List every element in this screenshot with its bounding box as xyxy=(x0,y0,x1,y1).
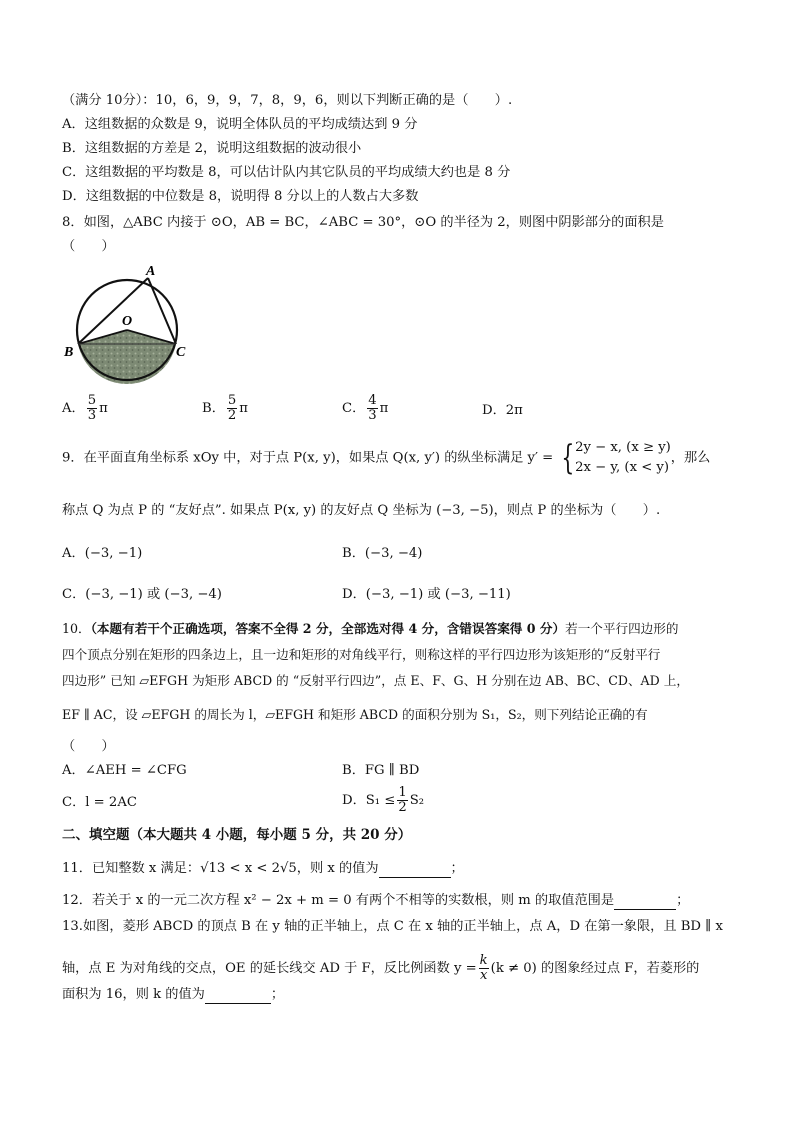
q8-label-a: A xyxy=(146,264,156,279)
q8-stem: 8．如图，△ABC 内接于 ⊙O，AB = BC，∠ABC = 30°，⊙O 的半径为 2，则图中阴影部分的面积是 xyxy=(62,215,664,230)
q9-option-c: C．(−3, −1) 或 (−3, −4) xyxy=(62,587,222,602)
q8-label-b: B xyxy=(64,345,74,360)
section-2-heading: 二、填空题（本大题共 4 小题，每小题 5 分，共 20 分） xyxy=(62,827,412,843)
q10-line4: EF ∥ AC，设 ▱EFGH 的周长为 l，▱EFGH 和矩形 ABCD 的面积分别为 S₁，S₂，则下列结论正确的有 xyxy=(62,707,648,722)
q9-option-d: D．(−3, −1) 或 (−3, −11) xyxy=(342,587,511,602)
q7-option-d: D．这组数据的中位数是 8，说明得 8 分以上的人数占大多数 xyxy=(62,189,419,204)
q13-line1: 13.如图，菱形 ABCD 的顶点 B 在 y 轴的正半轴上，点 C 在 x 轴的正半轴上，点 A，D 在第一象限，且 BD ∥ x xyxy=(62,919,723,934)
q7-option-b: B．这组数据的方差是 2，说明这组数据的波动很小 xyxy=(62,141,362,156)
q10-line1: 10．（本题有若干个正确选项，答案不全得 2 分，全部选对得 4 分，含错误答案得 0 分）若一个平行四边形的 xyxy=(62,621,679,636)
q8-label-o: O xyxy=(122,314,133,329)
q10-line2: 四个顶点分别在矩形的四条边上，且一边和矩形的对角线平行，则称这样的平行四边形为该矩形的“反射平行 xyxy=(62,647,661,662)
q13-answer-blank[interactable] xyxy=(205,989,271,1004)
q9-option-a: A．(−3, −1) xyxy=(62,546,143,561)
q7-option-c: C．这组数据的平均数是 8，可以估计队内其它队员的平均成绩大约也是 8 分 xyxy=(62,165,511,180)
q8-circle-figure xyxy=(62,262,192,388)
q10-answer-paren: （ ） xyxy=(62,739,115,754)
q8-label-c: C xyxy=(176,345,186,360)
q10-option-d: D．S₁ ≤ $\frac{1}{2}$ S₂ xyxy=(342,785,425,815)
q8-option-a: A． $\frac{5}{3}$ π xyxy=(62,393,108,423)
q8-option-d: D．2π xyxy=(482,403,523,418)
q10-line3: 四边形” 已知 ▱EFGH 为矩形 ABCD 的 “反射平行四边”，点 E、F、G、H 分别在边 AB、BC、CD、AD 上， xyxy=(62,673,689,688)
q13-line2: 轴，点 E 为对角线的交点，OE 的延长线交 AD 于 F，反比例函数 y = $\frac{k}{x}$ (k ≠ 0) 的图象经过点 F，若菱形的 xyxy=(62,953,700,983)
q10-option-b: B．FG ∥ BD xyxy=(342,763,420,778)
q7-stem: （满分 10分）：10，6，9，9，7，8，9，6，则以下判断正确的是（ ）. xyxy=(62,93,513,108)
q12-answer-blank[interactable] xyxy=(614,895,676,910)
q10-option-c: C．l = 2AC xyxy=(62,795,137,810)
q9-line2: 称点 Q 为点 P 的 “友好点”. 如果点 P(x, y) 的友好点 Q 坐标为 (−3, −5)，则点 P 的坐标为（ ）. xyxy=(62,503,661,518)
q11-line: 11．已知整数 x 满足：√13 < x < 2√5，则 x 的值为 ； xyxy=(62,861,464,876)
q9-line1: 9．在平面直角坐标系 xOy 中，对于点 P(x, y)，如果点 Q(x, y′) 的纵坐标满足 y′ = { 2y − x, (x ≥ y) 2x − y, (x < y) ，那么 xyxy=(62,438,711,478)
q8-option-b: B． $\frac{5}{2}$ π xyxy=(202,393,248,423)
q7-option-a: A．这组数据的众数是 9，说明全体队员的平均成绩达到 9 分 xyxy=(62,117,418,132)
q10-option-a: A．∠AEH = ∠CFG xyxy=(62,763,187,778)
q12-line: 12．若关于 x 的一元二次方程 x² − 2x + m = 0 有两个不相等的实数根，则 m 的取值范围是 ； xyxy=(62,893,690,908)
q9-option-b: B．(−3, −4) xyxy=(342,546,423,561)
q8-option-c: C． $\frac{4}{3}$ π xyxy=(342,393,389,423)
q8-shaded-region xyxy=(78,330,176,384)
q13-line3: 面积为 16，则 k 的值为 ； xyxy=(62,987,285,1002)
q11-answer-blank[interactable] xyxy=(379,863,451,878)
q8-answer-paren: （ ） xyxy=(62,239,115,254)
